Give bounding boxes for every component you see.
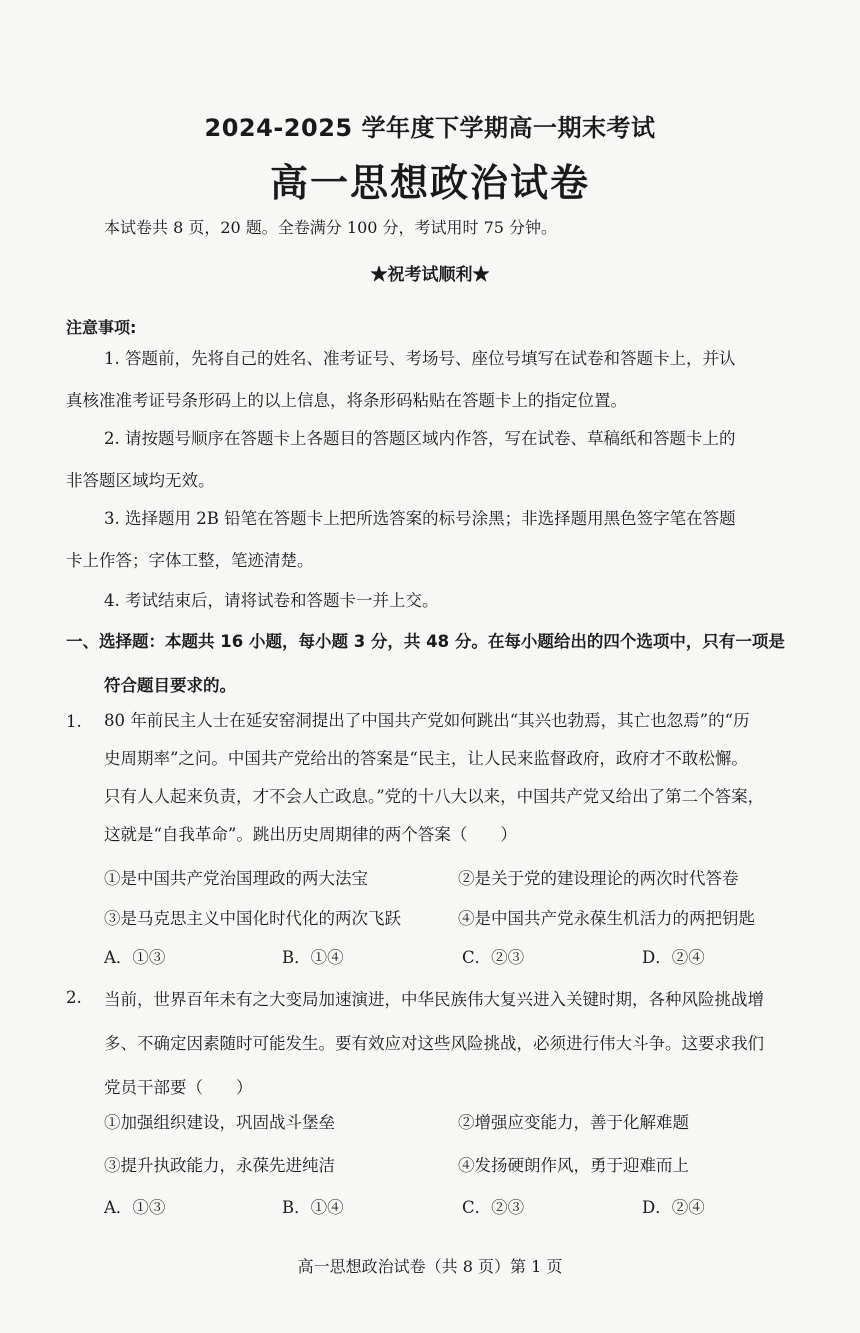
option-statement: ①加强组织建设，巩固战斗堡垒 [104, 1113, 335, 1132]
section-heading [66, 620, 818, 708]
good-luck-banner: ★祝考试顺利★ [370, 265, 490, 285]
stem-line: 只有人人起来负责，才不会人亡政息。”党的十八大以来，中国共产党又给出了第二个答案， [104, 787, 765, 806]
stem-line: 当前，世界百年未有之大变局加速演进，中华民族伟大复兴进入关键时期，各种风险挑战增 [104, 990, 764, 1009]
answer-choice-a: A．①③ [104, 1198, 166, 1217]
section-heading-line2: 符合题目要求的。 [104, 676, 236, 695]
option-statement: ②增强应变能力，善于化解难题 [458, 1113, 689, 1132]
answer-choice-a: A．①③ [104, 948, 166, 967]
notice-item-2-line2: 非答题区域均无效。 [66, 471, 215, 490]
stem-line: 党员干部要（ ） [104, 1078, 253, 1097]
notice-item-3-line2: 卡上作答；字体工整，笔迹清楚。 [66, 551, 314, 570]
option-statement: ④是中国共产党永葆生机活力的两把钥匙 [458, 909, 755, 928]
notice-item-4 [66, 580, 818, 622]
notice-item-3-line1: 3. 选择题用 2B 铅笔在答题卡上把所选答案的标号涂黑；非选择题用黑色签字笔在答题 [104, 509, 736, 528]
option-statement: ②是关于党的建设理论的两次时代答卷 [458, 869, 739, 888]
stem-line: 这就是“自我革命”。跳出历史周期律的两个答案（ ） [104, 825, 517, 844]
exam-intro: 本试卷共 8 页，20 题。全卷满分 100 分，考试用时 75 分钟。 [104, 218, 558, 237]
section-heading-line1: 一、选择题：本题共 16 小题，每小题 3 分，共 48 分。在每小题给出的四个选项中，只有一项是 [66, 632, 785, 651]
answer-choice-d: D．②④ [642, 948, 705, 967]
answer-choice-b: B．①④ [282, 948, 344, 967]
answer-choice-b: B．①④ [282, 1198, 344, 1217]
question-stem [104, 978, 826, 1110]
notice-item-1-line2: 真核准准考证号条形码上的以上信息，将条形码粘贴在答题卡上的指定位置。 [66, 391, 627, 410]
option-statement: ③是马克思主义中国化时代化的两次飞跃 [104, 909, 401, 928]
question-number: 1. [66, 712, 82, 731]
stem-line: 史周期率”之问。中国共产党给出的答案是“民主，让人民来监督政府，政府才不敢松懈。 [104, 749, 748, 768]
stem-line: 多、不确定因素随时可能发生。要有效应对这些风险挑战，必须进行伟大斗争。这要求我们 [104, 1034, 764, 1053]
option-statement: ③提升执政能力，永葆先进纯洁 [104, 1156, 335, 1175]
notice-item-3 [66, 498, 818, 582]
notice-item-1 [66, 338, 818, 422]
question-stem [104, 702, 826, 854]
option-statement: ④发扬硬朗作风，勇于迎难而上 [458, 1156, 689, 1175]
notice-item-2-line1: 2. 请按题号顺序在答题卡上各题目的答题区域内作答，写在试卷、草稿纸和答题卡上的 [104, 429, 736, 448]
exam-title: 2024-2025 学年度下学期高一期末考试 [204, 114, 656, 142]
notice-item-4-line1: 4. 考试结束后，请将试卷和答题卡一并上交。 [104, 591, 439, 610]
subject-title: 高一思想政治试卷 [269, 161, 590, 205]
stem-line: 80 年前民主人士在延安窑洞提出了中国共产党如何跳出“其兴也勃焉，其亡也忽焉”的“历 [104, 711, 750, 730]
option-statement: ①是中国共产党治国理政的两大法宝 [104, 869, 368, 888]
notice-label: 注意事项: [66, 318, 137, 337]
notice-item-2 [66, 418, 818, 502]
answer-choice-d: D．②④ [642, 1198, 705, 1217]
answer-choice-c: C．②③ [462, 948, 525, 967]
question-number: 2. [66, 988, 82, 1007]
answer-choice-c: C．②③ [462, 1198, 525, 1217]
notice-item-1-line1: 1. 答题前，先将自己的姓名、准考证号、考场号、座位号填写在试卷和答题卡上，并认 [104, 349, 736, 368]
page-footer: 高一思想政治试卷（共 8 页）第 1 页 [297, 1257, 563, 1276]
